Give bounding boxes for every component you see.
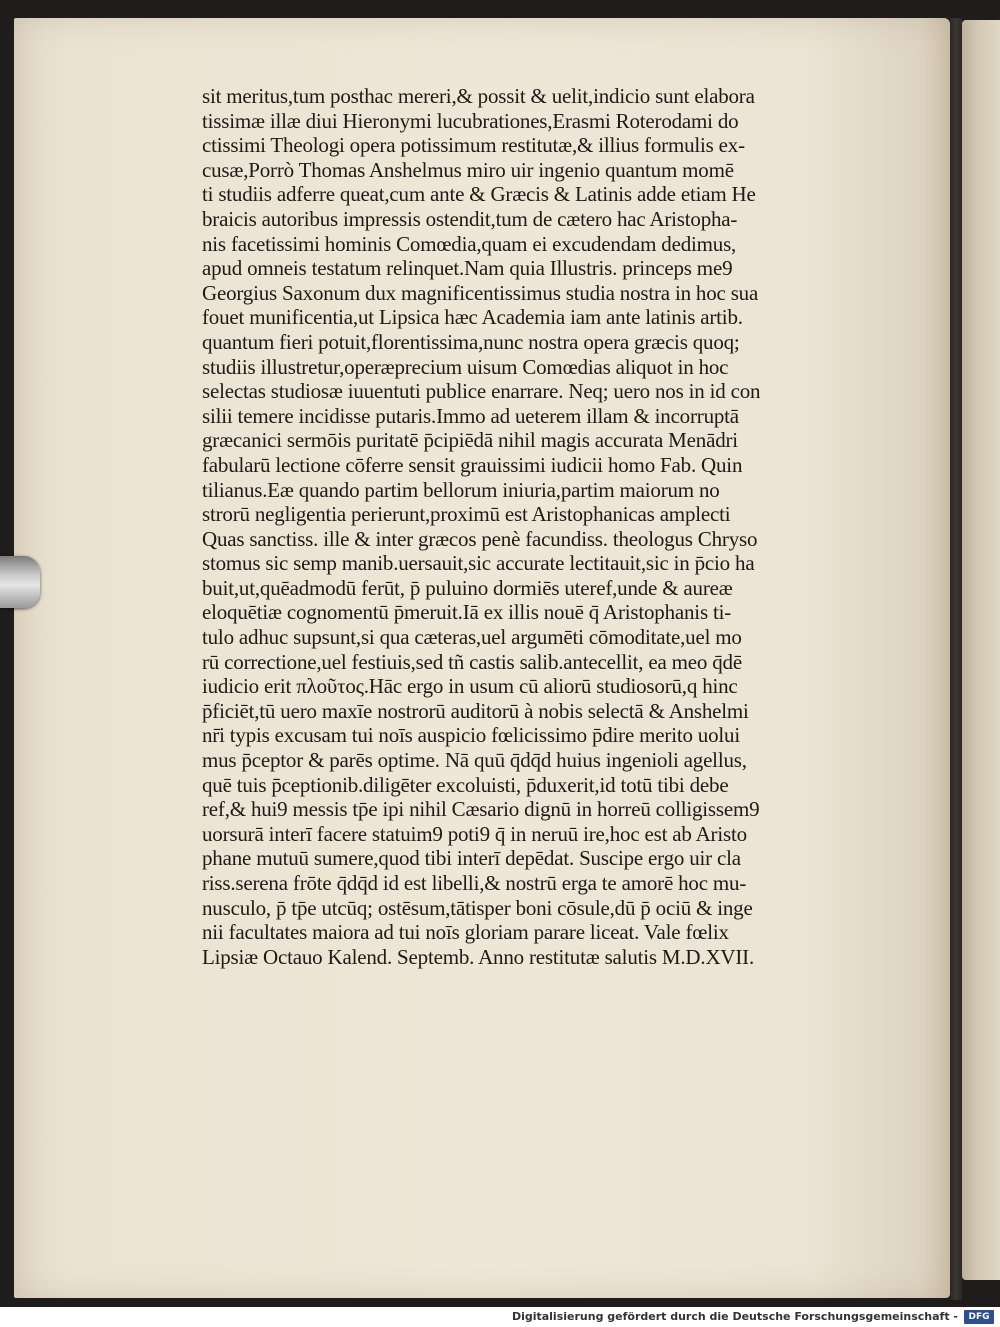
text-line: nii facultates maiora ad tui noīs gloriam parare liceat. Vale fœlix [202, 920, 729, 945]
text-line: mus p̄ceptor & parēs optime. Nā quū q̄dq̄d huius ingenioli agellus, [202, 748, 747, 773]
text-line: riss.serena frōte q̄dq̄d id est libelli,& nostrū erga te amorē hoc mu- [202, 871, 747, 895]
text-line: phane mutuū sumere,quod tibi interī depēdat. Suscipe ergo uir cla [202, 846, 741, 871]
text-line: fabularū lectione cōferre sensit grauissimi iudicii homo Fab. Quin [202, 452, 743, 477]
text-line: quē tuis p̄ceptionib.diligēter excoluisti, p̄duxerit,id totū tibi debe [202, 772, 729, 797]
text-line: eloquētiæ cognomentū p̄meruit.Iā ex illis nouē q̄ Aristophanis ti- [202, 600, 732, 625]
text-line: ref,& hui9 messis tp̄e ipi nihil Cæsario dignū in horreū colligissem9 [202, 797, 760, 822]
footer-credit: Digitalisierung gefördert durch die Deutsche Forschungsgemeinschaft - [511, 1310, 958, 1323]
text-line: p̄ficiēt,tū uero maxīe nostrorū auditorū à nobis selectā & Anshelmi [202, 698, 749, 723]
text-line: sit meritus,tum posthac mereri,& possit & uelit,indicio sunt elabora [202, 84, 755, 108]
text-line: ti studiis adferre queat,cum ante & Græcis & Latinis adde etiam He [202, 182, 756, 207]
text-line: Georgius Saxonum dux magnificentissimus studia nostra in hoc sua [202, 280, 759, 305]
text-line: ctissimi Theologi opera potissimum restitutæ,& illius formulis ex- [202, 133, 745, 158]
text-line: nusculo, p̄ tp̄e utcūq; ostēsum,tātisper boni cōsule,dū p̄ ociū & inge [202, 895, 753, 920]
text-line: strorū negligentia perierunt,proximū est Aristophanicas amplecti [202, 502, 731, 527]
text-line: stomus sic semp manib.uersauit,sic accurate lectitauit,sic in p̄cio ha [202, 551, 755, 576]
text-line: quantum fieri potuit,florentissima,nunc nostra opera græcis quoq; [202, 329, 740, 354]
text-line: iudicio erit πλοῦτος.Hāc ergo in usum cū aliorū studiosorū,q hinc [202, 674, 738, 699]
text-line: cusæ,Porrò Thomas Anshelmus miro uir ingenio quantum momē [202, 157, 734, 182]
text-line: fouet munificentia,ut Lipsica hæc Academia iam ante latinis artib. [202, 305, 743, 330]
dfg-logo: DFG [964, 1310, 994, 1324]
text-line: tilianus.Eæ quando partim bellorum iniuria,partim maiorum no [202, 477, 720, 502]
text-line: studiis illustretur,operæprecium uisum Comœdias aliquot in hoc [202, 354, 729, 379]
book-gutter [950, 18, 962, 1300]
text-line: apud omneis testatum relinquet.Nam quia Illustris. princeps me9 [202, 256, 733, 281]
footer-bar [0, 1307, 1000, 1327]
text-line: rū correctione,uel festiuis,sed tñ castis salib.antecellit, ea meo q̄dē [202, 649, 742, 674]
page-text [202, 84, 882, 969]
text-line: buit,ut,quēadmodū ferūt, p̄ puluino dormiēs uteref,unde & aureæ [202, 575, 733, 600]
page-clip [0, 556, 40, 608]
text-line: Lipsiæ Octauo Kalend. Septemb. Anno restitutæ salutis M.D.XVII. [202, 944, 755, 969]
text-line: silii temere incidisse putaris.Immo ad ueterem illam & incorruptā [202, 403, 739, 428]
text-line: selectas studiosæ iuuentuti publice enarrare. Neq; uero nos in id con [202, 379, 761, 404]
text-line: tulo adhuc supsunt,si qua cæteras,uel argumēti cōmoditate,uel mo [202, 625, 742, 650]
text-line: Quas sanctiss. ille & inter græcos penè facundiss. theologus Chryso [202, 526, 758, 551]
facing-page-edge [962, 20, 1000, 1280]
text-line: uorsurā interī facere statuim9 poti9 q̄ in neruū ire,hoc est ab Aristo [202, 821, 747, 846]
text-line: tissimæ illæ diui Hieronymi lucubrationes,Erasmi Roterodami do [202, 108, 739, 133]
text-line: braicis autoribus impressis ostendit,tum de cætero hac Aristopha- [202, 206, 738, 231]
text-line: nis facetissimi hominis Comœdia,quam ei excudendam dedimus, [202, 231, 737, 256]
text-line: græcanici sermōis puritatē p̄cipiēdā nihil magis accurata Menādri [202, 428, 738, 453]
text-line: nr̄i typis excusam tui noīs auspicio fœlicissimo p̄dire merito uolui [202, 723, 740, 748]
